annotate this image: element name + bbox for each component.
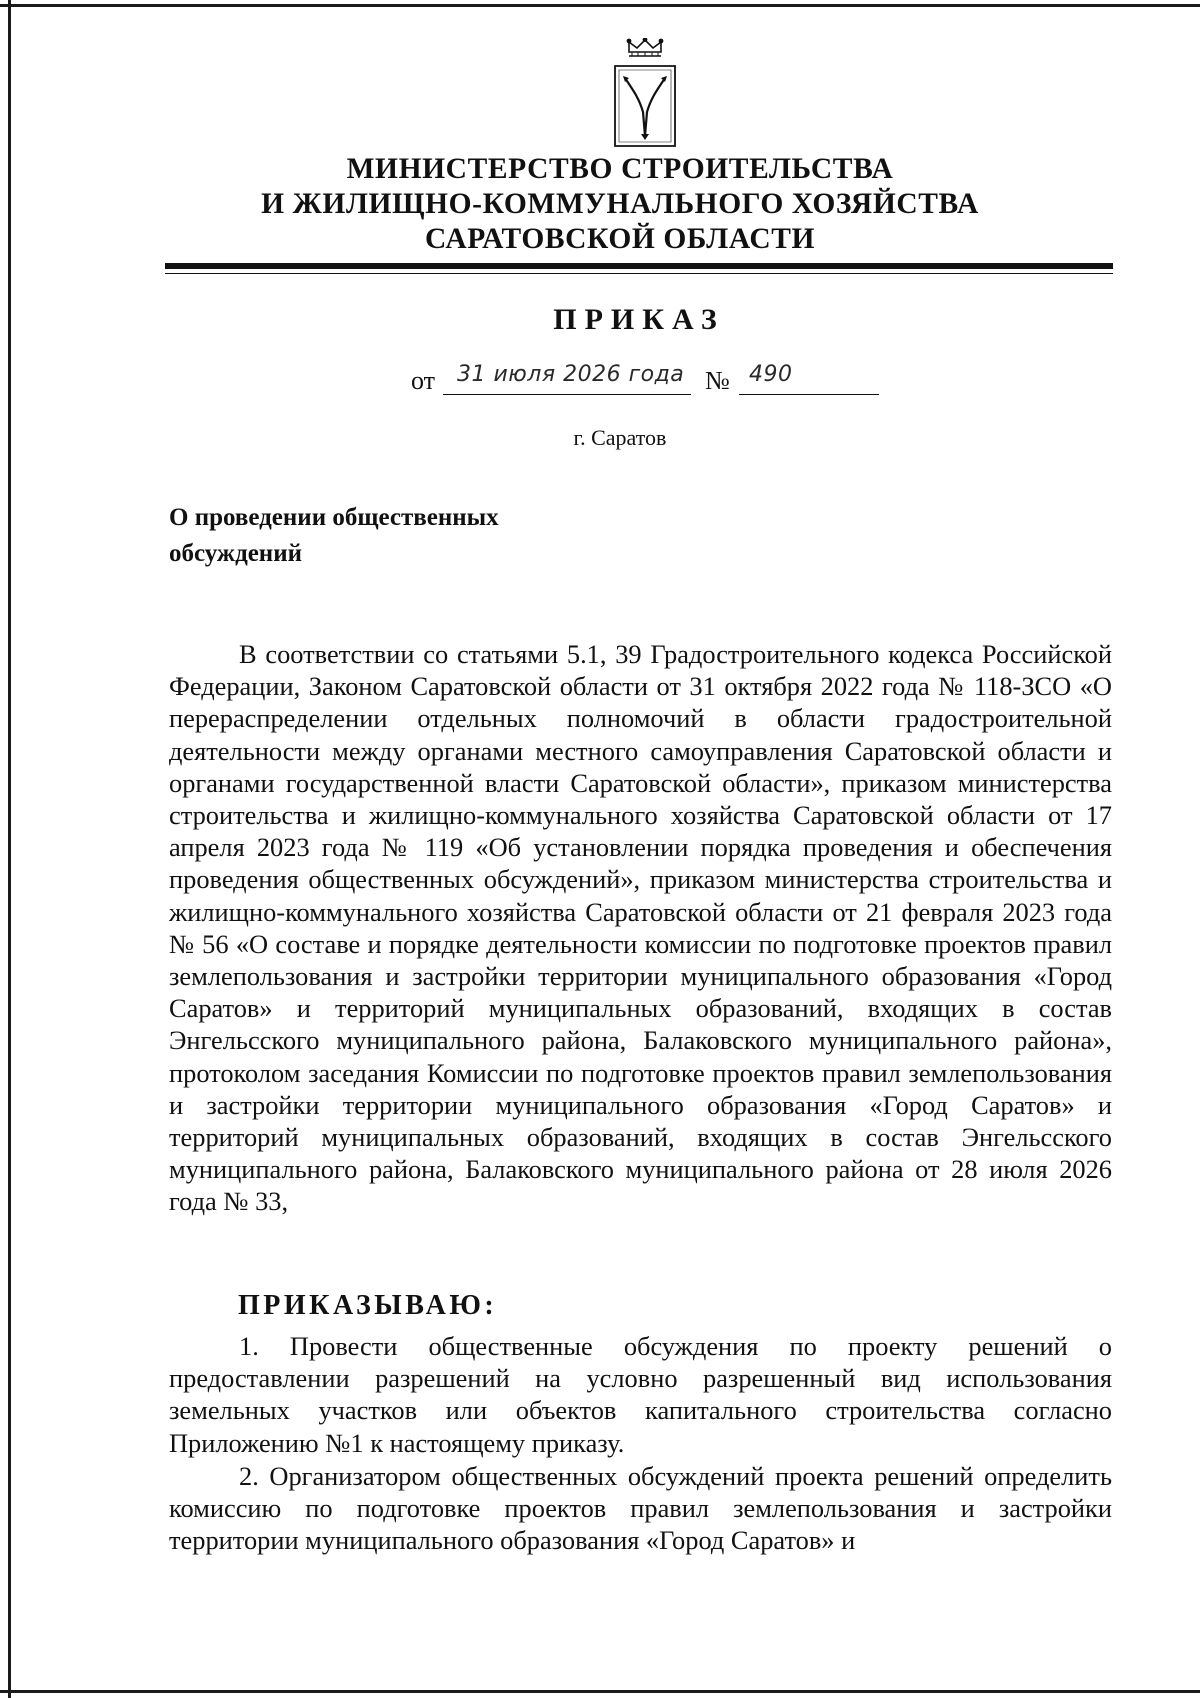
number-field xyxy=(739,360,879,395)
order-heading: ПРИКАЗЫВАЮ: xyxy=(238,1290,498,1321)
city-label: г. Саратов xyxy=(573,425,667,450)
ministry-title xyxy=(160,152,1080,257)
scan-edge-bottom xyxy=(0,1690,1200,1693)
ministry-line-2: И ЖИЛИЩНО-КОММУНАЛЬНОГО ХОЗЯЙСТВА xyxy=(261,188,979,220)
header-rule-thin xyxy=(165,273,1113,274)
subject-line-2: обсуждений xyxy=(169,540,303,567)
document-type-title: ПРИКАЗ xyxy=(553,303,725,336)
number-label: № xyxy=(705,366,730,395)
ministry-line-3: САРАТОВСКОЙ ОБЛАСТИ xyxy=(424,223,816,255)
date-number-line xyxy=(411,360,881,400)
scan-edge-top xyxy=(0,4,1200,7)
handwritten-date: 31 июля 2026 года xyxy=(457,362,685,387)
date-field xyxy=(443,360,691,395)
document-subject xyxy=(169,500,589,572)
order-item-1: 1. Провести общественные обсуждения по проекту решений о предоставлении разрешений на условно разрешенный вид использования земельных участков или объектов капитального строительства согласно Приложению №1 к настоящему приказу. xyxy=(169,1331,1112,1458)
handwritten-number: 490 xyxy=(749,362,793,387)
date-prefix: от xyxy=(411,366,436,395)
subject-line-1: О проведении общественных xyxy=(169,504,499,531)
order-item-2: 2. Организатором общественных обсуждений проекта решений определить комиссию по подготовке проектов правил землепользования и застройки территории муниципального образования «Город Саратов» и xyxy=(169,1461,1112,1556)
ministry-line-1: МИНИСТЕРСТВО СТРОИТЕЛЬСТВА xyxy=(346,153,894,185)
preamble-paragraph: В соответствии со статьями 5.1, 39 Градостроительного кодекса Российской Федерации, Законом Саратовской области от 31 октября 2022 года № 118-ЗСО «О перераспределении отдельных полномочий в области градостроительной деятельности между органами местного самоуправления Саратовской области и органами государственной власти Саратовской области», приказом министерства строительства и жилищно-коммунального хозяйства Саратовской области от 17 апреля 2023 года № 119 «Об установлении порядка проведения и обеспечения проведения общественных обсуждений», приказом министерства строительства и жилищно-коммунального хозяйства Саратовской области от 21 февраля 2023 года № 56 «О составе и порядке деятельности комиссии по подготовке проектов правил землепользования и застройки территории муниципального образования «Город Саратов» и территорий муниципальных образований, входящих в состав Энгельсского муниципального района, Балаковского муниципального района», протоколом заседания Комиссии по подготовке проектов правил землепользования и застройки территории муниципального образования «Город Саратов» и территорий муниципальных образований, входящих в состав Энгельсского муниципального района, Балаковского муниципального района от 28 июля 2026 года № 33, xyxy=(169,639,1112,1217)
scan-edge-left xyxy=(8,0,11,1698)
header-rule-thick xyxy=(165,263,1113,269)
coat-of-arms-emblem xyxy=(605,38,685,154)
